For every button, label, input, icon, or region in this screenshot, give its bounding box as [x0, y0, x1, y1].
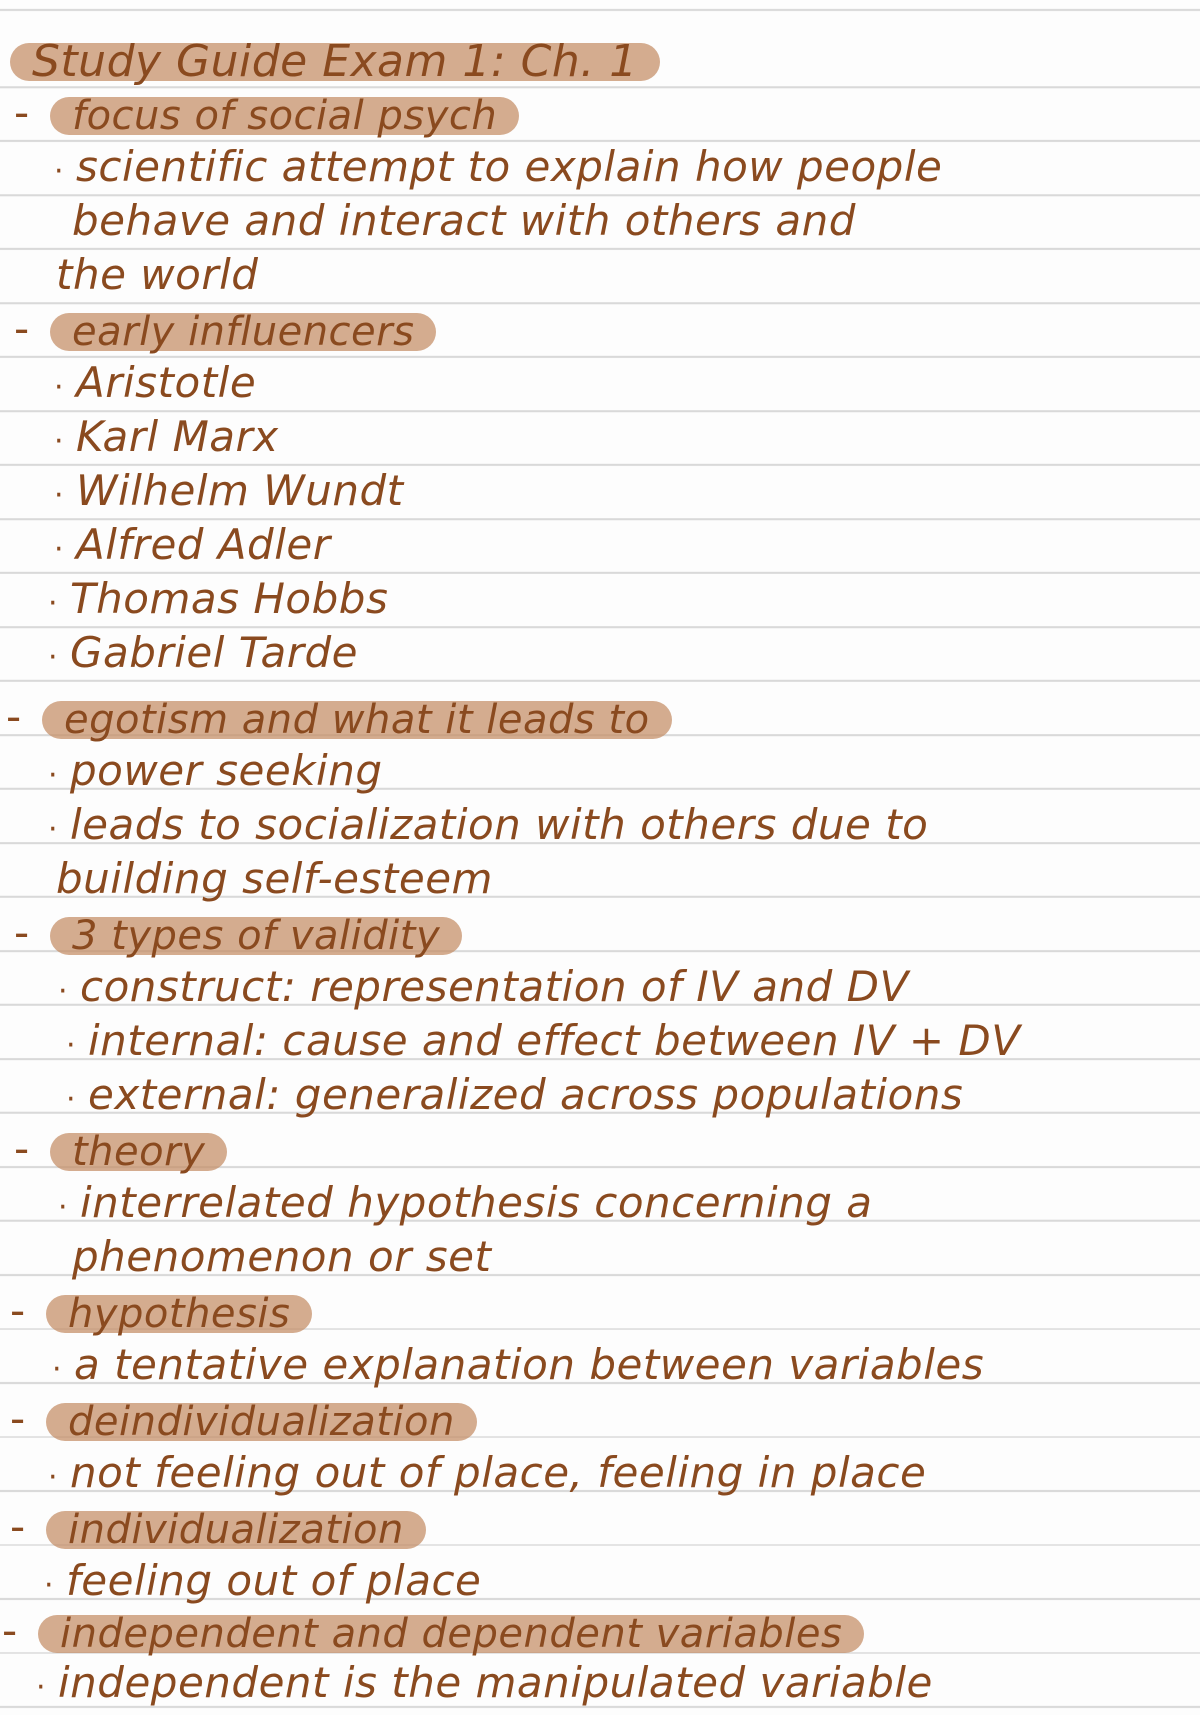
- note-text: Wilhelm Wundt: [76, 466, 404, 515]
- section-heading: early influencers: [50, 313, 436, 351]
- section-heading: deindividualization: [46, 1403, 477, 1441]
- bullet-marker: ·: [54, 478, 65, 513]
- dash-marker: -: [14, 1124, 30, 1173]
- bullet-marker: ·: [48, 586, 59, 621]
- note-line: [44, 1554, 481, 1608]
- note-text: Gabriel Tarde: [70, 628, 358, 677]
- bullet-marker: ·: [44, 1568, 55, 1603]
- section-heading: hypothesis: [46, 1295, 312, 1333]
- section-heading-line: [14, 1122, 227, 1176]
- bullet-marker: ·: [54, 154, 65, 189]
- note-line: [56, 852, 493, 906]
- note-line: [58, 1176, 873, 1230]
- bullet-marker: ·: [58, 974, 69, 1009]
- note-line: [54, 518, 330, 572]
- page-title: Study Guide Exam 1: Ch. 1: [10, 43, 660, 81]
- note-line: [66, 1014, 1021, 1068]
- section-heading: theory: [50, 1133, 227, 1171]
- section-heading: independent and dependent variables: [38, 1615, 864, 1653]
- note-text: the world: [56, 250, 259, 299]
- dash-marker: -: [6, 692, 22, 741]
- dash-marker: -: [14, 908, 30, 957]
- note-line: [54, 356, 256, 410]
- note-line: [36, 1656, 933, 1710]
- note-text: not feeling out of place, feeling in place: [70, 1448, 927, 1497]
- note-text: building self-esteem: [56, 854, 493, 903]
- note-line: [48, 572, 388, 626]
- section-heading: focus of social psych: [50, 97, 519, 135]
- bullet-marker: ·: [54, 532, 65, 567]
- section-heading-line: [10, 1500, 426, 1554]
- note-line: [54, 464, 404, 518]
- bullet-marker: ·: [48, 1460, 59, 1495]
- dash-marker: -: [10, 1286, 26, 1335]
- section-heading-line: [2, 1604, 864, 1658]
- note-line: [48, 1446, 926, 1500]
- note-text: construct: representation of IV and DV: [80, 962, 909, 1011]
- note-text: Thomas Hobbs: [70, 574, 389, 623]
- note-line: [52, 1338, 984, 1392]
- note-text: scientific attempt to explain how people: [76, 142, 943, 191]
- note-line: [58, 960, 909, 1014]
- bullet-marker: ·: [48, 640, 59, 675]
- note-line: [72, 1230, 491, 1284]
- note-line: [54, 410, 279, 464]
- section-heading: individualization: [46, 1511, 426, 1549]
- note-line: [48, 626, 358, 680]
- bullet-marker: ·: [54, 424, 65, 459]
- dash-marker: -: [10, 1394, 26, 1443]
- section-heading: egotism and what it leads to: [42, 701, 672, 739]
- section-heading-line: [14, 906, 462, 960]
- note-text: feeling out of place: [66, 1556, 482, 1605]
- note-text: a tentative explanation between variables: [74, 1340, 985, 1389]
- note-text: Karl Marx: [76, 412, 279, 461]
- bullet-marker: ·: [52, 1352, 63, 1387]
- note-line: [54, 140, 942, 194]
- section-heading-line: [10, 1392, 477, 1446]
- section-heading: 3 types of validity: [50, 917, 462, 955]
- section-heading-line: [10, 1284, 312, 1338]
- note-line: [72, 194, 856, 248]
- bullet-marker: ·: [66, 1028, 77, 1063]
- note-text: interrelated hypothesis concerning a: [80, 1178, 873, 1227]
- note-text: power seeking: [70, 746, 383, 795]
- note-text: phenomenon or set: [72, 1232, 492, 1281]
- bullet-marker: ·: [66, 1082, 77, 1117]
- bullet-marker: ·: [58, 1190, 69, 1225]
- note-text: internal: cause and effect between IV + DV: [88, 1016, 1021, 1065]
- bullet-marker: ·: [48, 758, 59, 793]
- note-line: [48, 744, 383, 798]
- section-heading-line: [14, 302, 436, 356]
- bullet-marker: ·: [48, 812, 59, 847]
- dash-marker: -: [14, 88, 30, 137]
- bullet-marker: ·: [36, 1670, 47, 1705]
- note-text: external: generalized across populations: [88, 1070, 964, 1119]
- dash-marker: -: [2, 1606, 18, 1655]
- note-text: Aristotle: [76, 358, 257, 407]
- note-line: [66, 1068, 963, 1122]
- note-text: behave and interact with others and: [72, 196, 856, 245]
- dash-marker: -: [14, 304, 30, 353]
- note-line: [56, 248, 258, 302]
- note-text: independent is the manipulated variable: [58, 1658, 933, 1707]
- dash-marker: -: [10, 1502, 26, 1551]
- section-heading-line: [14, 86, 519, 140]
- note-text: Alfred Adler: [76, 520, 331, 569]
- section-heading-line: [6, 690, 672, 744]
- note-text: leads to socialization with others due to: [70, 800, 929, 849]
- bullet-marker: ·: [54, 370, 65, 405]
- title-line: [10, 32, 660, 86]
- note-line: [48, 798, 928, 852]
